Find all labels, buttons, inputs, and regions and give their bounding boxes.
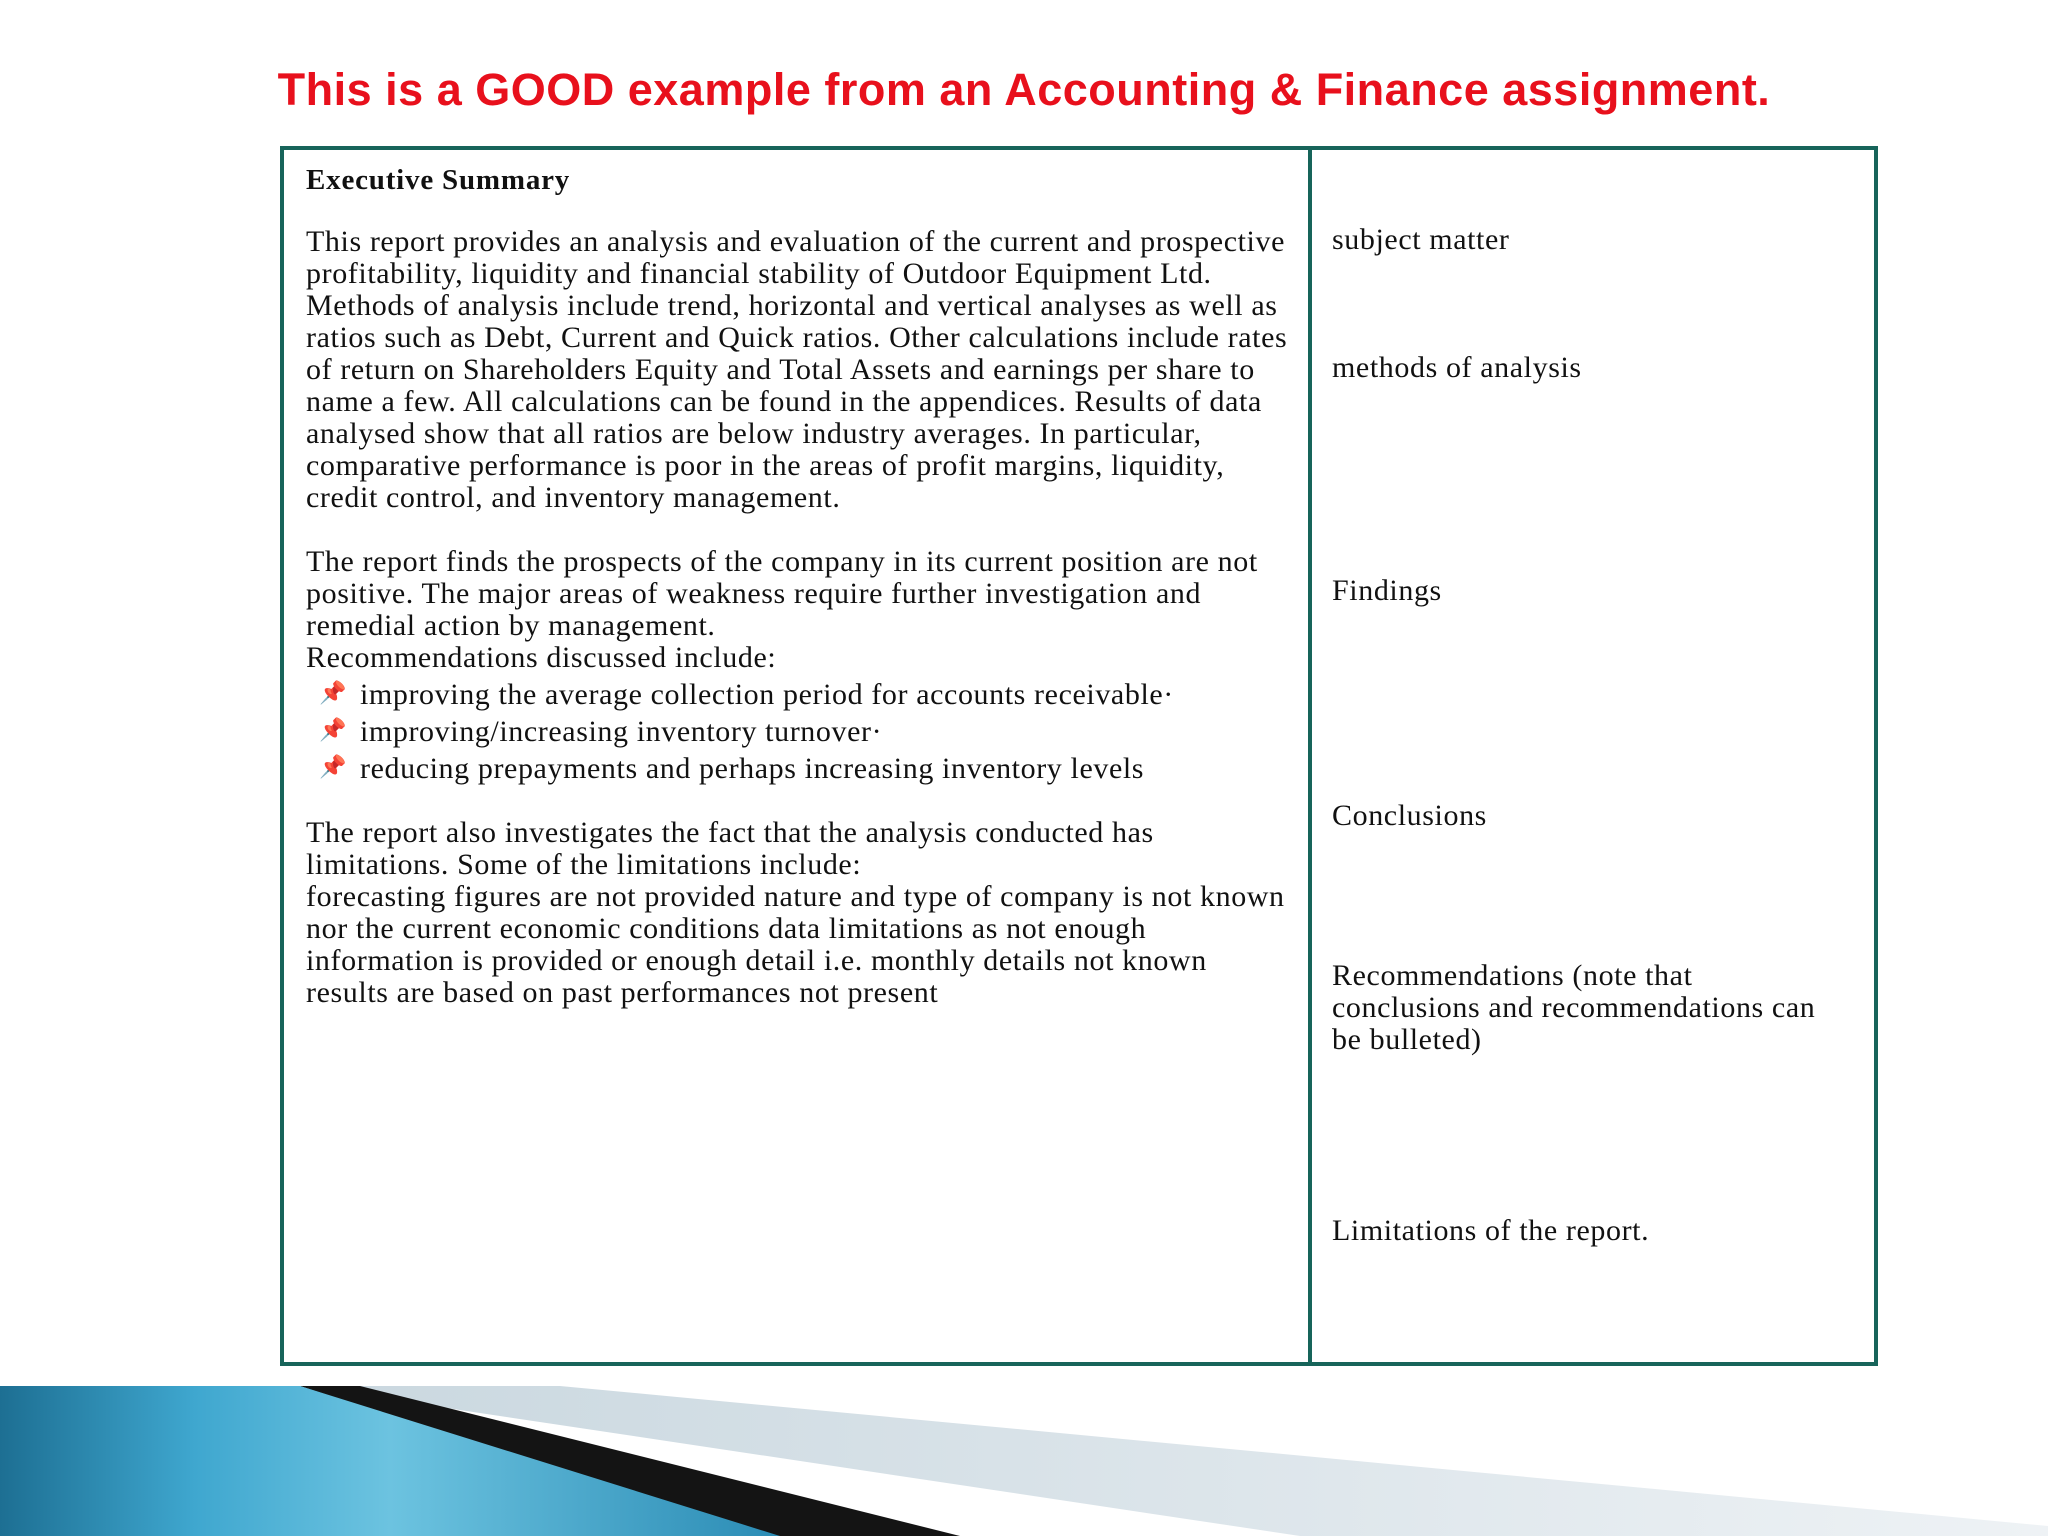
recommendations-list xyxy=(306,678,1290,785)
annotation-limitations: Limitations of the report. xyxy=(1332,1214,1650,1247)
annotation-recommendations: Recommendations (note that conclusions and recommendations can be bulleted) xyxy=(1332,959,1816,1056)
recommendation-text: improving the average collection period for accounts receivable· xyxy=(360,678,1174,711)
push-pin-bullet-icon: 📌 xyxy=(319,718,347,743)
list-item xyxy=(306,752,1290,785)
list-item xyxy=(306,715,1290,748)
summary-paragraph-prospects xyxy=(306,546,1290,674)
executive-summary-table xyxy=(280,146,1878,1366)
prospects-text: The report finds the prospects of the company in its current position are not positive. The major areas of weakness require further investigation and remedial action by management. xyxy=(306,545,1258,642)
annotation-findings: Findings xyxy=(1332,574,1442,607)
footer-decoration xyxy=(0,1386,2048,1536)
slide-title: This is a GOOD example from an Accounting & Finance assignment. xyxy=(277,64,1771,115)
push-pin-bullet-icon: 📌 xyxy=(319,755,347,780)
recommendations-intro: Recommendations discussed include: xyxy=(306,641,777,674)
annotation-subject-matter: subject matter xyxy=(1332,223,1510,256)
annotation-column xyxy=(1312,150,1874,1362)
recommendation-text: reducing prepayments and perhaps increasing inventory levels xyxy=(360,752,1145,785)
summary-paragraph-overview: This report provides an analysis and evaluation of the current and prospective profitability, liquidity and financial stability of Outdoor Equipment Ltd. Methods of analysis include trend, horizontal and vertical analyses as well as ratios such as Debt, Current and Quick ratios. Other calculations include rates of return on Shareholders Equity and Total Assets and earnings per share to name a few. All calculations can be found in the appendices. Results of data analysed show that all ratios are below industry averages. In particular, comparative performance is poor in the areas of profit margins, liquidity, credit control, and inventory management. xyxy=(306,225,1288,514)
limitations-intro: The report also investigates the fact that the analysis conducted has limitations. Some of the limitations include: xyxy=(306,816,1154,881)
summary-paragraph-limitations xyxy=(306,817,1290,1009)
limitations-details: forecasting figures are not provided nature and type of company is not known nor the current economic conditions data limitations as not enough information is provided or enough detail i.e. monthly details not known results are based on past performances not present xyxy=(306,880,1285,1009)
annotation-conclusions: Conclusions xyxy=(1332,799,1487,832)
push-pin-bullet-icon: 📌 xyxy=(319,681,347,706)
summary-text-column xyxy=(284,150,1312,1362)
list-item xyxy=(306,678,1290,711)
summary-heading: Executive Summary xyxy=(306,164,571,196)
annotation-methods: methods of analysis xyxy=(1332,351,1582,384)
recommendation-text: improving/increasing inventory turnover· xyxy=(360,715,883,748)
